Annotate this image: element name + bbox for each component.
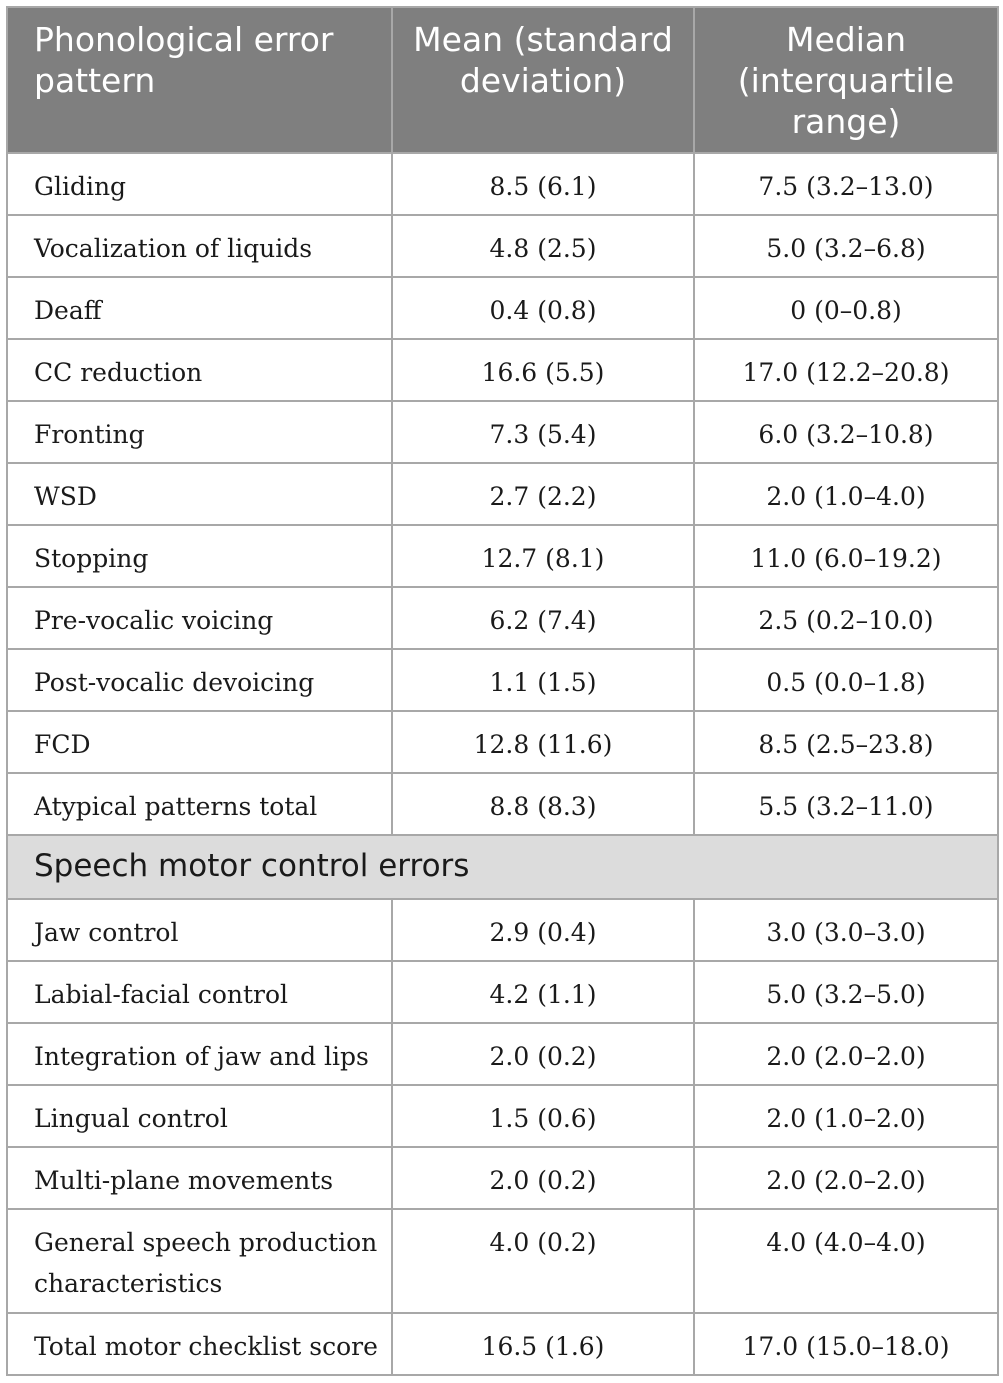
- row-median: 5.0 (3.2–5.0): [694, 961, 998, 1023]
- table-row: [7, 1085, 998, 1147]
- row-label: Stopping: [7, 525, 392, 587]
- row-median: 0.5 (0.0–1.8): [694, 649, 998, 711]
- row-label: Labial-facial control: [7, 961, 392, 1023]
- row-label: Jaw control: [7, 899, 392, 961]
- row-label: Total motor checklist score: [7, 1313, 392, 1375]
- table-row: [7, 1023, 998, 1085]
- row-mean: 12.7 (8.1): [392, 525, 694, 587]
- row-median: 4.0 (4.0–4.0): [694, 1209, 998, 1313]
- table-row: [7, 277, 998, 339]
- row-mean: 16.6 (5.5): [392, 339, 694, 401]
- row-label: Multi-plane movements: [7, 1147, 392, 1209]
- row-label: Gliding: [7, 153, 392, 215]
- row-median: 2.0 (2.0–2.0): [694, 1147, 998, 1209]
- row-median: 17.0 (12.2–20.8): [694, 339, 998, 401]
- table-container: [6, 6, 997, 1376]
- row-label: WSD: [7, 463, 392, 525]
- row-label: Fronting: [7, 401, 392, 463]
- row-median: 7.5 (3.2–13.0): [694, 153, 998, 215]
- row-median: 2.0 (2.0–2.0): [694, 1023, 998, 1085]
- row-mean: 7.3 (5.4): [392, 401, 694, 463]
- row-mean: 6.2 (7.4): [392, 587, 694, 649]
- column-header-pattern: Phonological error pattern: [7, 7, 392, 153]
- table-row: [7, 153, 998, 215]
- section-label: Speech motor control errors: [7, 835, 998, 899]
- row-label: Integration of jaw and lips: [7, 1023, 392, 1085]
- row-mean: 2.7 (2.2): [392, 463, 694, 525]
- table-row: [7, 711, 998, 773]
- table-row: [7, 587, 998, 649]
- row-mean: 4.2 (1.1): [392, 961, 694, 1023]
- row-label: Lingual control: [7, 1085, 392, 1147]
- column-header-mean: Mean (standard deviation): [392, 7, 694, 153]
- table-row: [7, 339, 998, 401]
- row-mean: 4.8 (2.5): [392, 215, 694, 277]
- row-label: Vocalization of liquids: [7, 215, 392, 277]
- row-median: 5.5 (3.2–11.0): [694, 773, 998, 835]
- table-row: [7, 961, 998, 1023]
- results-table: [6, 6, 999, 1376]
- table-row: [7, 1209, 998, 1313]
- table-row: [7, 773, 998, 835]
- table-row: [7, 899, 998, 961]
- row-label: Pre-vocalic voicing: [7, 587, 392, 649]
- table-body: [7, 153, 998, 1375]
- table-header: [7, 7, 998, 153]
- row-mean: 16.5 (1.6): [392, 1313, 694, 1375]
- row-label: Atypical patterns total: [7, 773, 392, 835]
- row-mean: 8.5 (6.1): [392, 153, 694, 215]
- table-row: [7, 649, 998, 711]
- column-header-median: Median (interquartile range): [694, 7, 998, 153]
- row-mean: 2.9 (0.4): [392, 899, 694, 961]
- row-median: 2.5 (0.2–10.0): [694, 587, 998, 649]
- row-label: General speech production characteristics: [7, 1209, 392, 1313]
- row-median: 17.0 (15.0–18.0): [694, 1313, 998, 1375]
- row-mean: 1.5 (0.6): [392, 1085, 694, 1147]
- row-mean: 0.4 (0.8): [392, 277, 694, 339]
- row-mean: 2.0 (0.2): [392, 1023, 694, 1085]
- row-median: 2.0 (1.0–4.0): [694, 463, 998, 525]
- row-label: CC reduction: [7, 339, 392, 401]
- table-row: [7, 463, 998, 525]
- table-row: [7, 525, 998, 587]
- table-row: [7, 1147, 998, 1209]
- row-label: Deaff: [7, 277, 392, 339]
- row-mean: 12.8 (11.6): [392, 711, 694, 773]
- row-median: 2.0 (1.0–2.0): [694, 1085, 998, 1147]
- table-row: [7, 1313, 998, 1375]
- section-row: [7, 835, 998, 899]
- table-row: [7, 215, 998, 277]
- row-mean: 8.8 (8.3): [392, 773, 694, 835]
- row-median: 0 (0–0.8): [694, 277, 998, 339]
- row-mean: 2.0 (0.2): [392, 1147, 694, 1209]
- row-mean: 1.1 (1.5): [392, 649, 694, 711]
- table-row: [7, 401, 998, 463]
- row-median: 8.5 (2.5–23.8): [694, 711, 998, 773]
- row-label: FCD: [7, 711, 392, 773]
- row-median: 3.0 (3.0–3.0): [694, 899, 998, 961]
- row-median: 6.0 (3.2–10.8): [694, 401, 998, 463]
- row-median: 5.0 (3.2–6.8): [694, 215, 998, 277]
- header-row: [7, 7, 998, 153]
- row-mean: 4.0 (0.2): [392, 1209, 694, 1313]
- row-label: Post-vocalic devoicing: [7, 649, 392, 711]
- row-median: 11.0 (6.0–19.2): [694, 525, 998, 587]
